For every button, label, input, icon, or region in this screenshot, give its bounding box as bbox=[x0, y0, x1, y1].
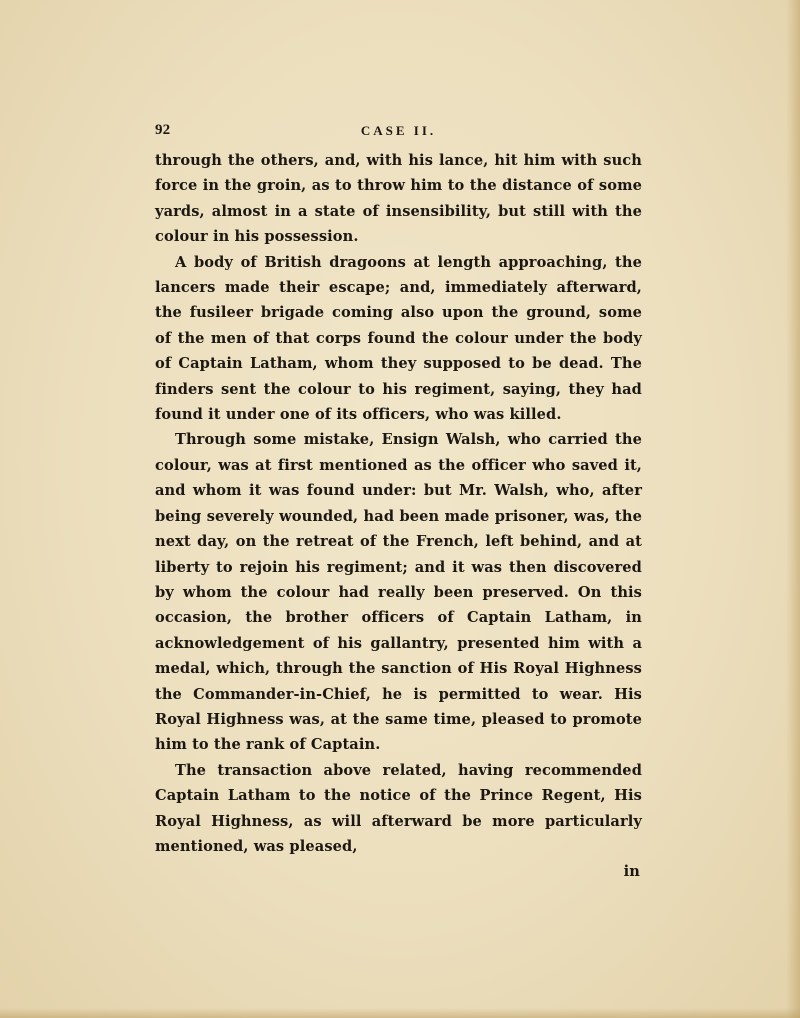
page-edge-shadow-right bbox=[786, 0, 800, 1018]
paragraph-ensign-walsh: Through some mistake, Ensign Walsh, who carried the colour, was at first mentioned as the officer who saved it, and whom it was found under: but Mr. Walsh, who, after being severely wounded, had been made prisoner, was, the next day, on the retreat of the French, left behind, and at liberty to rejoin his regiment; and it was then discovered by whom the colour had really been preserved. On this occasion, the brother officers of Captain Latham, in acknowledgement of his gallantry, presented him with a medal, which, through the sanction of His Royal Highness the Commander-in-Chief, he is permitted to wear. His Royal Highness was, at the same time, pleased to promote him to the rank of Captain. bbox=[155, 431, 642, 754]
paragraph-continuation: through the others, and, with his lance, hit him with such force in the groin, as to throw him to the distance of some yards, almost in a state of insensibility, but still with the colour in his possession. bbox=[155, 152, 642, 246]
running-head-title: CASE II. bbox=[360, 123, 437, 138]
paragraph-prince-regent: The transaction above related, having recommended Captain Latham to the notice of the Prince Regent, His Royal Highness, as will afterward be more particularly mentioned, was pleased, bbox=[155, 761, 642, 855]
text-block bbox=[155, 118, 642, 885]
page-edge-shadow-bottom bbox=[0, 1008, 800, 1018]
catchword: in bbox=[623, 863, 640, 881]
page-number: 92 bbox=[155, 122, 171, 138]
paragraph-dragoons: A body of British dragoons at length approaching, the lancers made their escape; and, immediately afterward, the fusileer brigade coming also upon the ground, some of the men of that corps found the colour under the body of Captain Latham, whom they supposed to be dead. The finders sent the colour to his regiment, saying, they had found it under one of its officers, who was killed. bbox=[155, 253, 642, 424]
running-head bbox=[155, 118, 642, 142]
